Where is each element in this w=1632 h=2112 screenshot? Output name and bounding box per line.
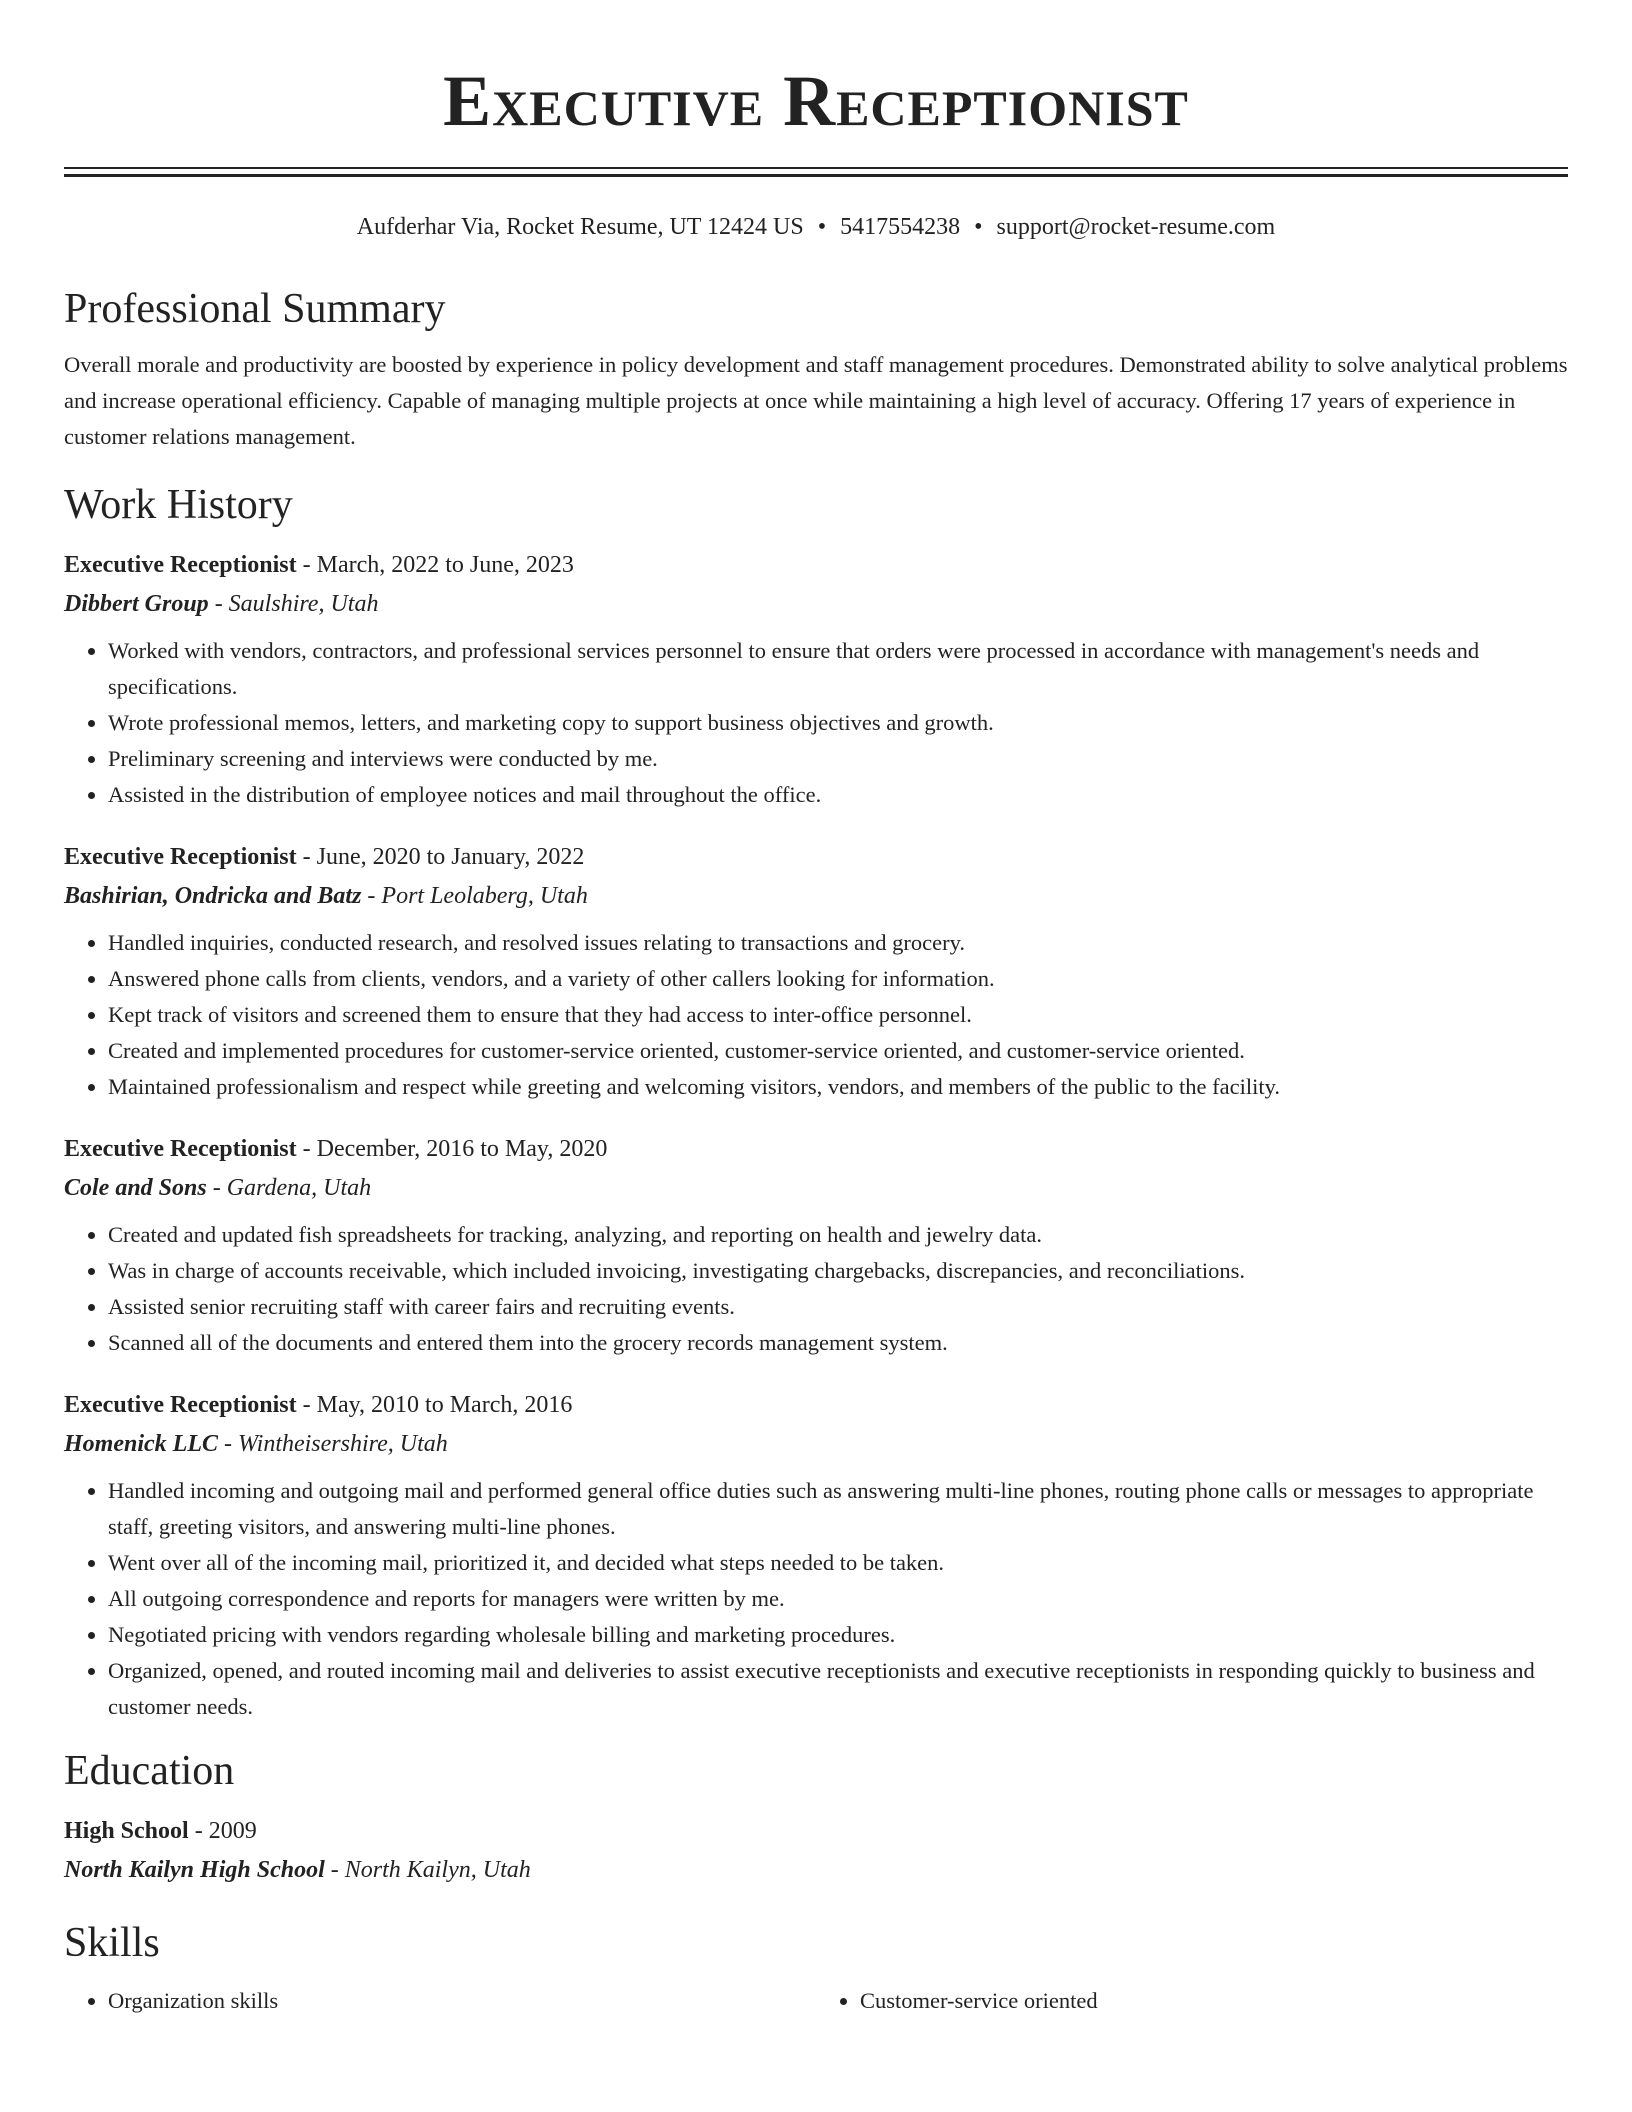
contact-phone: 5417554238 [840,214,961,240]
job-duty: • Handled inquiries, conducted research, and resolved issues relating to transactions and grocery. [108,925,1568,961]
job-duties [64,925,1568,1105]
job-entry [64,545,1568,813]
job-duty: • Worked with vendors, contractors, and professional services personnel to ensure that orders were processed in accordance with management's needs and specifications. [108,633,1568,705]
job-role: Executive Receptionist [64,1392,297,1418]
job-employer [64,585,1568,623]
job-duty: • Created and updated fish spreadsheets for tracking, analyzing, and reporting on health and jewelry data. [108,1217,1568,1253]
education-header [64,1811,1568,1851]
job-duty: • Answered phone calls from clients, vendors, and a variety of other callers looking for information. [108,961,1568,997]
job-duties [64,633,1568,813]
skill-item: • Customer-service oriented [860,1983,1568,2019]
skills-heading: Skills [64,1920,160,1966]
job-duty: • Wrote professional memos, letters, and marketing copy to support business objectives and growth. [108,705,1568,741]
job-duties [64,1473,1568,1725]
education-location: - North Kailyn, Utah [324,1857,531,1883]
job-header [64,1385,1568,1425]
skills-list [64,1983,1568,2019]
job-duty: • Went over all of the incoming mail, prioritized it, and decided what steps needed to be taken. [108,1545,1568,1581]
education-year: - 2009 [188,1818,257,1844]
job-header [64,1129,1568,1169]
summary-text: Overall morale and productivity are boosted by experience in policy development and staff management procedures. Demonstrated ability to solve analytical problems and increase operational efficiency. Capable of managing multiple projects at once while maintaining a high level of accuracy. Offering 17 years of experience in customer relations management. [64,352,1568,449]
job-header [64,545,1568,585]
job-duty: • Negotiated pricing with vendors regarding wholesale billing and marketing procedures. [108,1617,1568,1653]
job-duty: • Assisted in the distribution of employee notices and mail throughout the office. [108,777,1568,813]
job-location: - Wintheisershire, Utah [217,1431,448,1457]
job-location: - Port Leolaberg, Utah [361,883,588,909]
job-company: Dibbert Group [64,591,209,617]
education-degree: High School [64,1818,189,1844]
job-entry [64,1385,1568,1725]
job-dates: - December, 2016 to May, 2020 [296,1136,608,1162]
job-employer [64,1425,1568,1463]
job-role: Executive Receptionist [64,552,297,578]
contact-separator: • [817,214,827,240]
job-employer [64,1169,1568,1207]
contact-address: Aufderhar Via, Rocket Resume, UT 12424 US [356,214,804,240]
job-dates: - March, 2022 to June, 2023 [296,552,574,578]
job-dates: - June, 2020 to January, 2022 [296,844,585,870]
job-company: Cole and Sons [64,1175,207,1201]
job-role: Executive Receptionist [64,1136,297,1162]
education-heading: Education [64,1748,235,1794]
job-duty: • Maintained professionalism and respect while greeting and welcoming visitors, vendors, and members of the public to the facility. [108,1069,1568,1105]
job-dates: - May, 2010 to March, 2016 [296,1392,573,1418]
work-history-heading: Work History [64,482,293,528]
job-company: Homenick LLC [64,1431,218,1457]
job-duty: • Was in charge of accounts receivable, which included invoicing, investigating chargebacks, discrepancies, and reconciliations. [108,1253,1568,1289]
job-location: - Gardena, Utah [206,1175,372,1201]
job-location: - Saulshire, Utah [208,591,379,617]
job-duty: • Created and implemented procedures for customer-service oriented, customer-service oriented, and customer-service oriented. [108,1033,1568,1069]
summary-heading: Professional Summary [64,286,446,332]
job-duty: • Kept track of visitors and screened them to ensure that they had access to inter-office personnel. [108,997,1568,1033]
job-duty: • Preliminary screening and interviews were conducted by me. [108,741,1568,777]
education-entry [64,1811,1568,1889]
contact-email: support@rocket-resume.com [996,214,1276,240]
title-divider [64,167,1568,177]
job-company: Bashirian, Ondricka and Batz [64,883,362,909]
job-duty: • Assisted senior recruiting staff with career fairs and recruiting events. [108,1289,1568,1325]
contact-line [64,211,1568,243]
job-header [64,837,1568,877]
education-school: North Kailyn High School [64,1857,325,1883]
job-duties [64,1217,1568,1361]
job-duty: • Scanned all of the documents and entered them into the grocery records management system. [108,1325,1568,1361]
contact-separator: • [974,214,983,240]
skills-column-right [816,1983,1568,2019]
job-entry [64,837,1568,1105]
job-duty: • All outgoing correspondence and reports for managers were written by me. [108,1581,1568,1617]
skill-item: • Organization skills [108,1983,816,2019]
job-employer [64,877,1568,915]
job-duty: • Organized, opened, and routed incoming mail and deliveries to assist executive receptionists and executive receptionists in responding quickly to business and customer needs. [108,1653,1568,1725]
skills-column-left [64,1983,816,2019]
job-duty: • Handled incoming and outgoing mail and performed general office duties such as answering multi-line phones, routing phone calls or messages to appropriate staff, greeting visitors, and answering multi-line phones. [108,1473,1568,1545]
job-entry [64,1129,1568,1361]
resume-name: Executive Receptionist [443,61,1189,141]
education-school-line [64,1851,1568,1889]
job-role: Executive Receptionist [64,844,297,870]
